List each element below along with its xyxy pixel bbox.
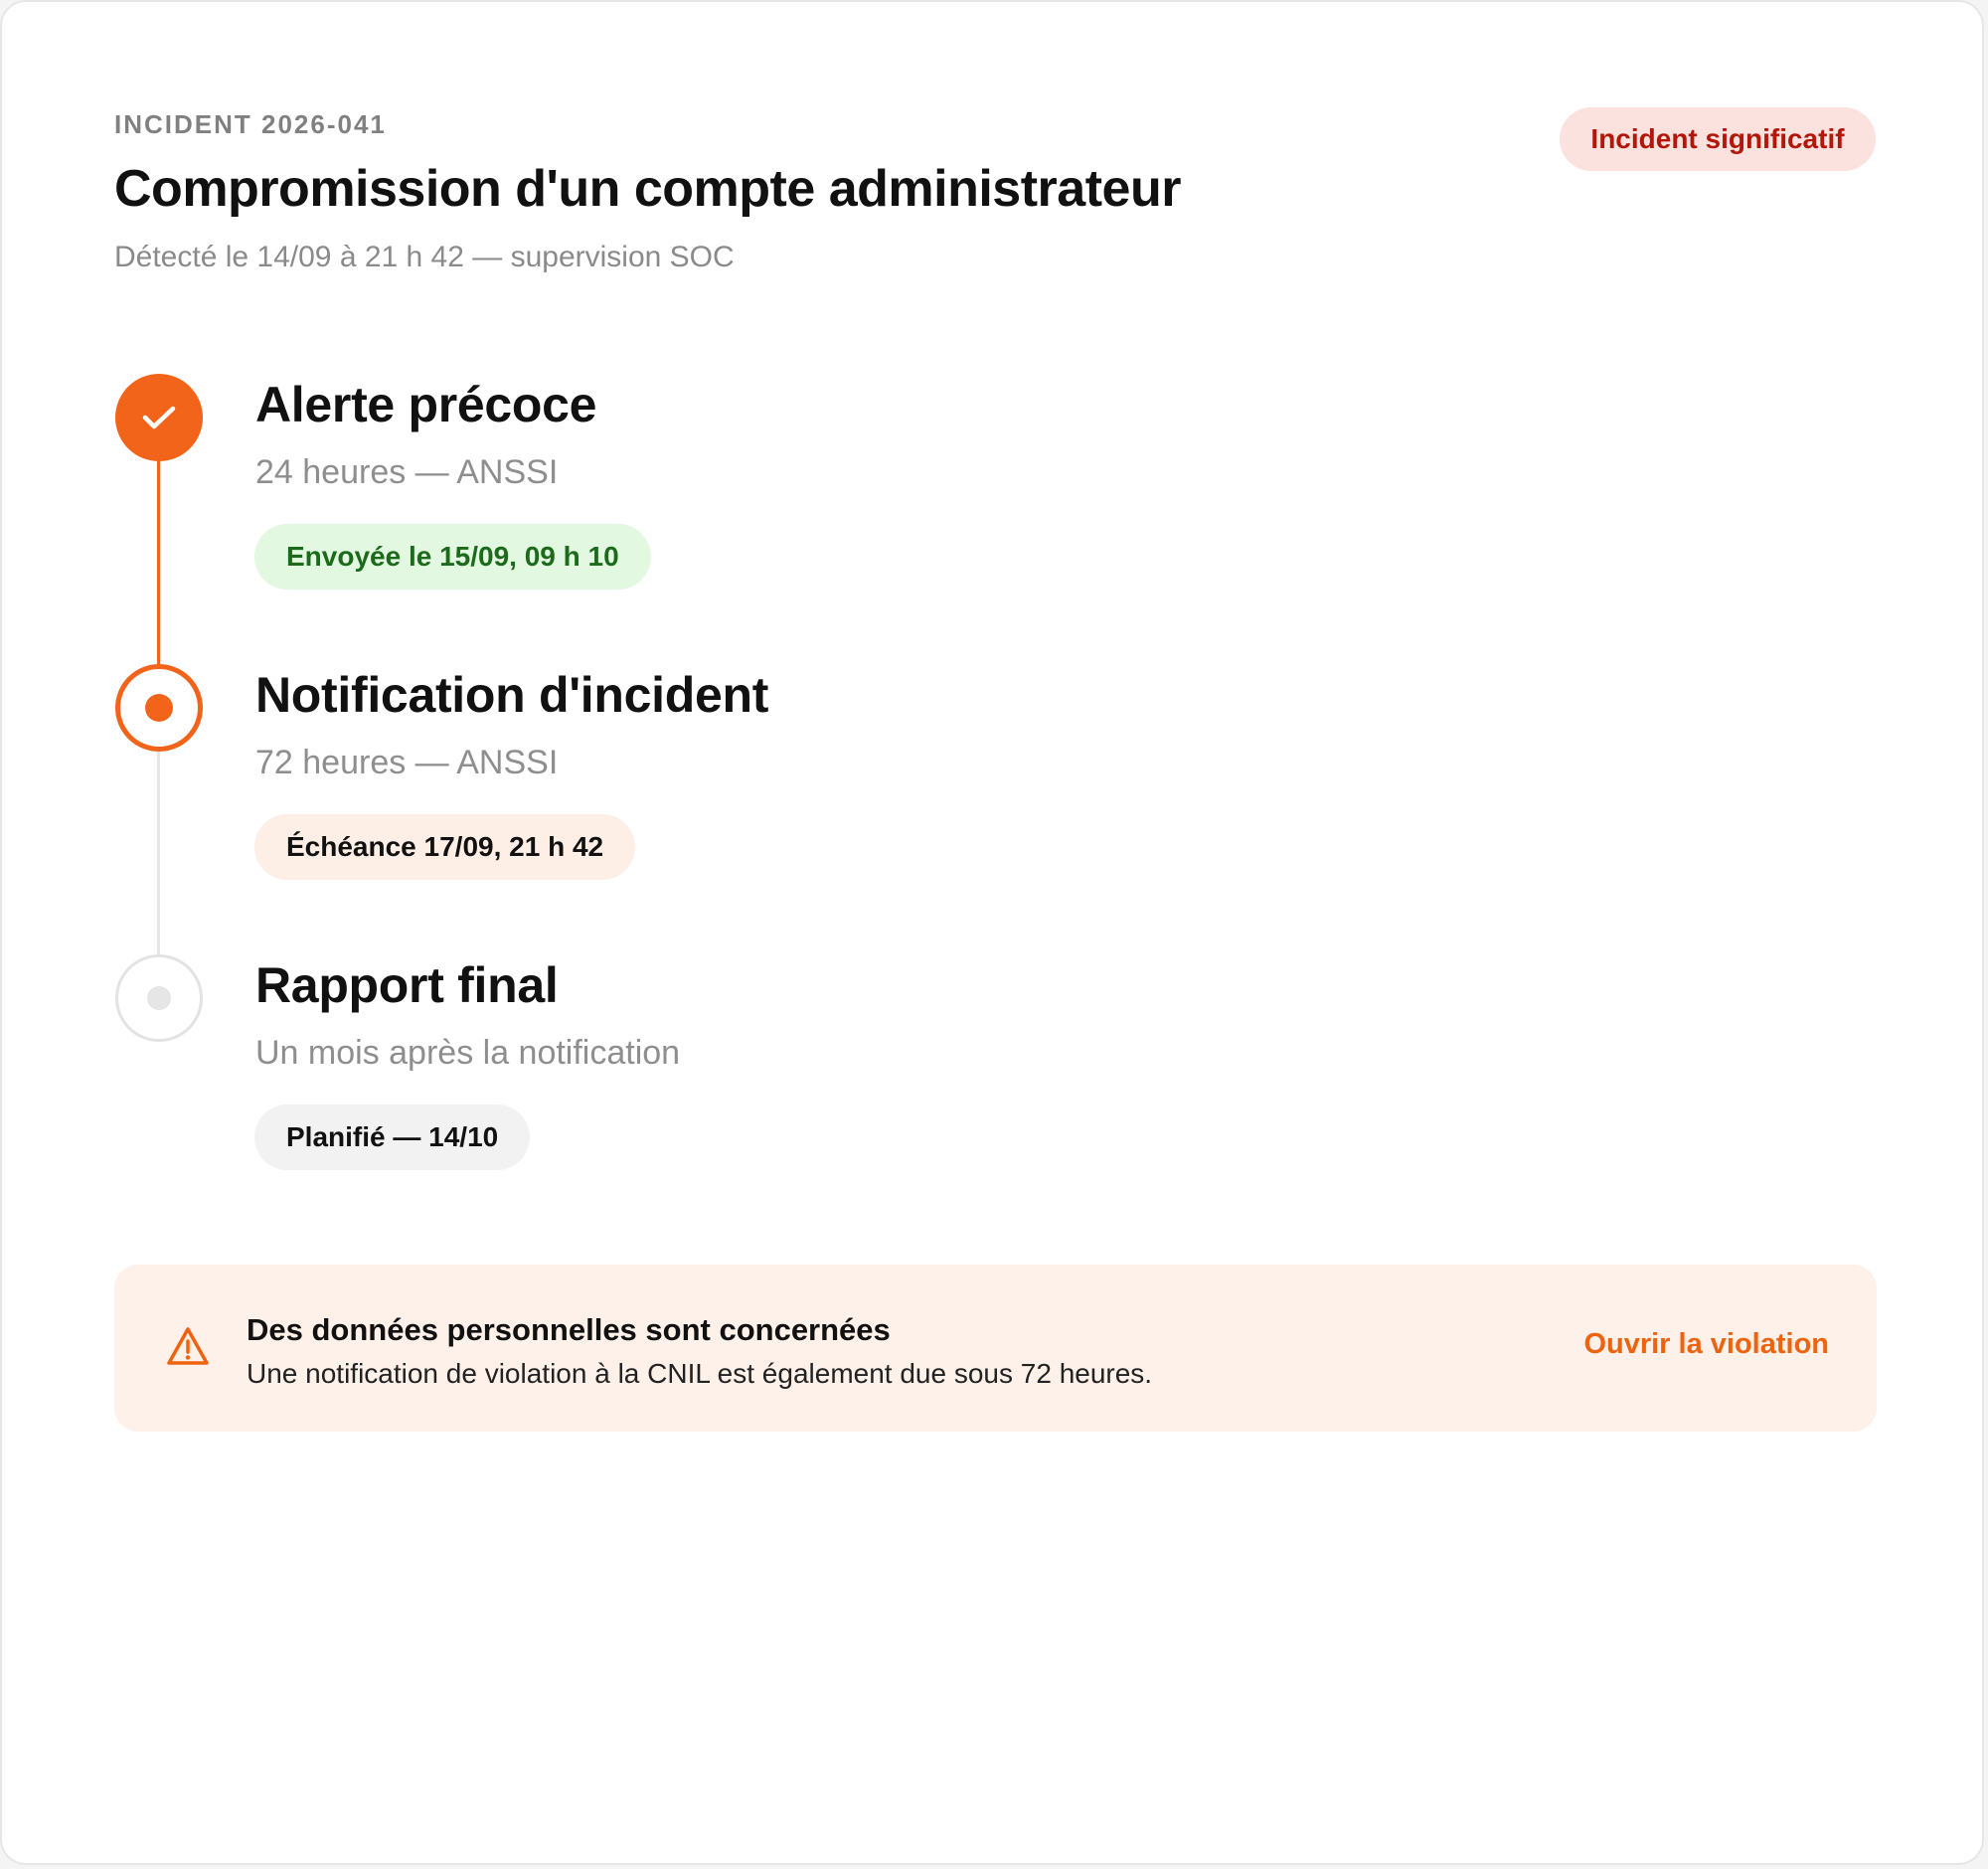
step-deadline-final-report: Un mois après la notification bbox=[255, 1034, 681, 1072]
timeline-connector-pending bbox=[157, 752, 160, 955]
step-title-incident-notification: Notification d'incident bbox=[255, 667, 769, 723]
current-dot-icon bbox=[145, 694, 173, 722]
step-status-pill-final-report: Planifié — 14/10 bbox=[254, 1104, 530, 1170]
personal-data-alert bbox=[114, 1265, 1877, 1432]
warning-icon bbox=[166, 1326, 210, 1366]
step-status-pill-early-alert: Envoyée le 15/09, 09 h 10 bbox=[254, 524, 651, 590]
step-status-pending bbox=[115, 954, 203, 1042]
step-title-final-report: Rapport final bbox=[255, 957, 559, 1013]
step-deadline-early-alert: 24 heures — ANSSI bbox=[255, 453, 559, 491]
step-status-pill-incident-notification: Échéance 17/09, 21 h 42 bbox=[254, 814, 635, 880]
alert-body: Une notification de violation à la CNIL est également due sous 72 heures. bbox=[247, 1358, 1153, 1389]
step-title-early-alert: Alerte précoce bbox=[255, 377, 597, 432]
page-title: Compromission d'un compte administrateur bbox=[114, 160, 1181, 218]
timeline-connector-completed bbox=[157, 457, 160, 666]
severity-badge: Incident significatif bbox=[1560, 107, 1876, 171]
step-deadline-incident-notification: 72 heures — ANSSI bbox=[255, 744, 559, 781]
step-status-current bbox=[115, 664, 203, 752]
check-icon bbox=[141, 404, 177, 431]
pending-dot-icon bbox=[147, 986, 171, 1010]
detection-info: Détecté le 14/09 à 21 h 42 — supervision SOC bbox=[114, 241, 735, 273]
alert-title: Des données personnelles sont concernées bbox=[247, 1312, 891, 1347]
open-violation-link[interactable]: Ouvrir la violation bbox=[1583, 1328, 1829, 1360]
incident-id: INCIDENT 2026-041 bbox=[114, 109, 387, 139]
step-status-done bbox=[115, 374, 203, 461]
